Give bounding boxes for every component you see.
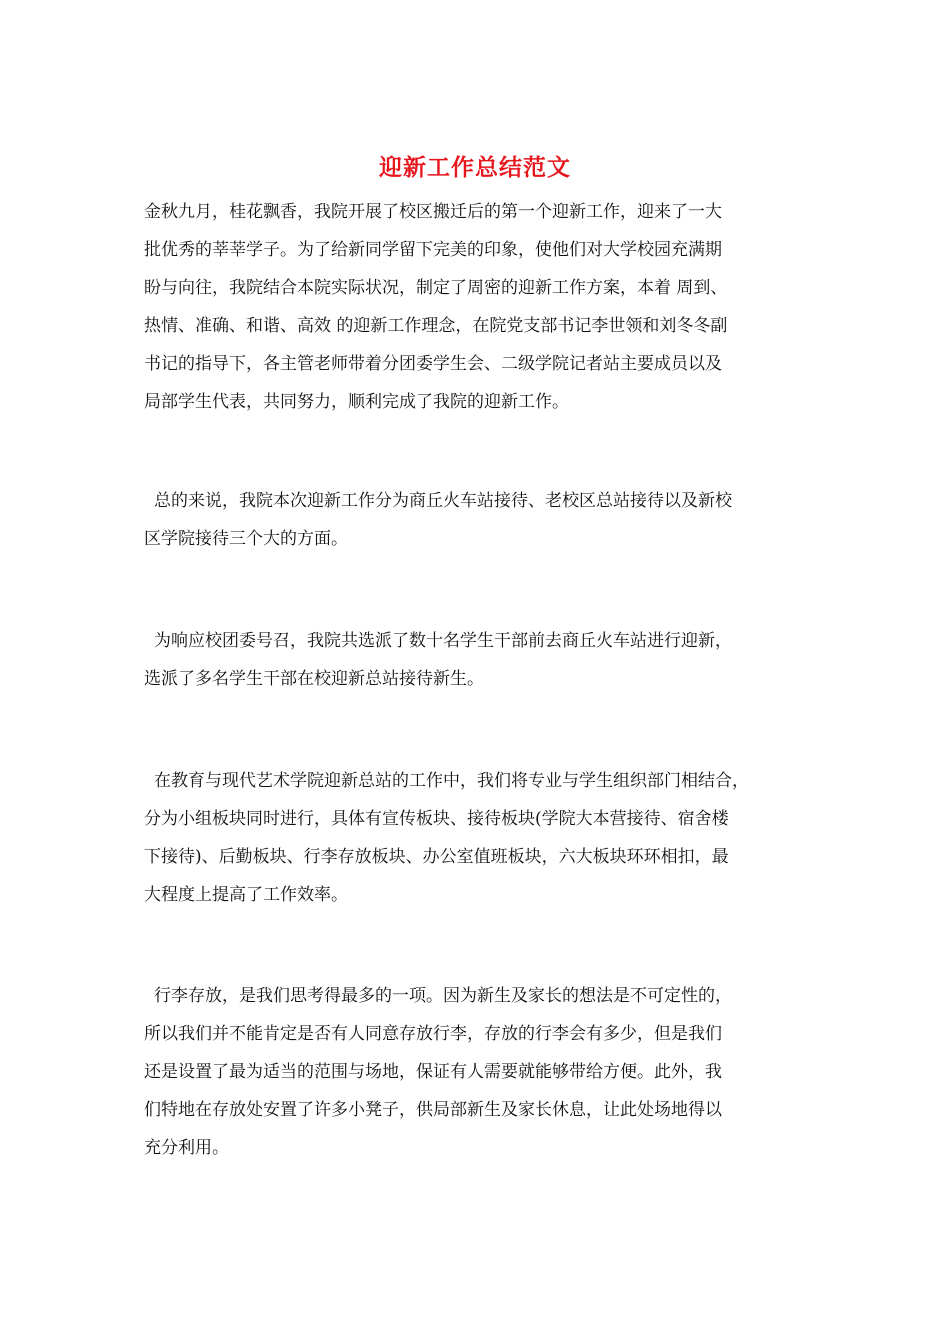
paragraph-line: 总的来说，我院本次迎新工作分为商丘火车站接待、老校区总站接待以及新校 [154, 491, 732, 511]
paragraph-line: 书记的指导下，各主管老师带着分团委学生会、二级学院记者站主要成员以及 [144, 354, 722, 374]
paragraph-line: 分为小组板块同时进行，具体有宣传板块、接待板块(学院大本营接待、宿舍楼 [144, 809, 729, 829]
paragraph-line: 下接待)、后勤板块、行李存放板块、办公室值班板块，六大板块环环相扣，最 [144, 847, 729, 867]
paragraph-line: 批优秀的莘莘学子。为了给新同学留下完美的印象，使他们对大学校园充满期 [144, 240, 722, 260]
paragraph-line: 还是设置了最为适当的范围与场地，保证有人需要就能够带给方便。此外，我 [144, 1062, 722, 1082]
document-title: 迎新工作总结范文 [379, 154, 571, 181]
paragraph-line: 充分利用。 [144, 1138, 229, 1158]
paragraph-line: 大程度上提高了工作效率。 [144, 885, 348, 905]
paragraph-line: 热情、准确、和谐、高效 的迎新工作理念，在院党支部书记李世领和刘冬冬副 [144, 316, 728, 336]
paragraph-2 [144, 482, 809, 558]
paragraph-5 [144, 977, 809, 1167]
paragraph-1 [144, 193, 809, 421]
paragraph-line: 选派了多名学生干部在校迎新总站接待新生。 [144, 669, 484, 689]
paragraph-line: 区学院接待三个大的方面。 [144, 529, 348, 549]
paragraph-line: 在教育与现代艺术学院迎新总站的工作中，我们将专业与学生组织部门相结合， [154, 771, 749, 791]
paragraph-line: 所以我们并不能肯定是否有人同意存放行李，存放的行李会有多少，但是我们 [144, 1024, 722, 1044]
paragraph-line: 金秋九月，桂花飘香，我院开展了校区搬迁后的第一个迎新工作，迎来了一大 [144, 202, 722, 222]
paragraph-3 [144, 622, 809, 698]
paragraph-line: 行李存放，是我们思考得最多的一项。因为新生及家长的想法是不可定性的， [154, 986, 732, 1006]
paragraph-line: 局部学生代表，共同努力，顺利完成了我院的迎新工作。 [144, 392, 569, 412]
paragraph-line: 为响应校团委号召，我院共选派了数十名学生干部前去商丘火车站进行迎新， [154, 631, 732, 651]
paragraph-line: 盼与向往，我院结合本院实际状况，制定了周密的迎新工作方案，本着 周到、 [144, 278, 728, 298]
paragraph-4 [144, 762, 809, 914]
paragraph-line: 们特地在存放处安置了许多小凳子，供局部新生及家长休息，让此处场地得以 [144, 1100, 722, 1120]
